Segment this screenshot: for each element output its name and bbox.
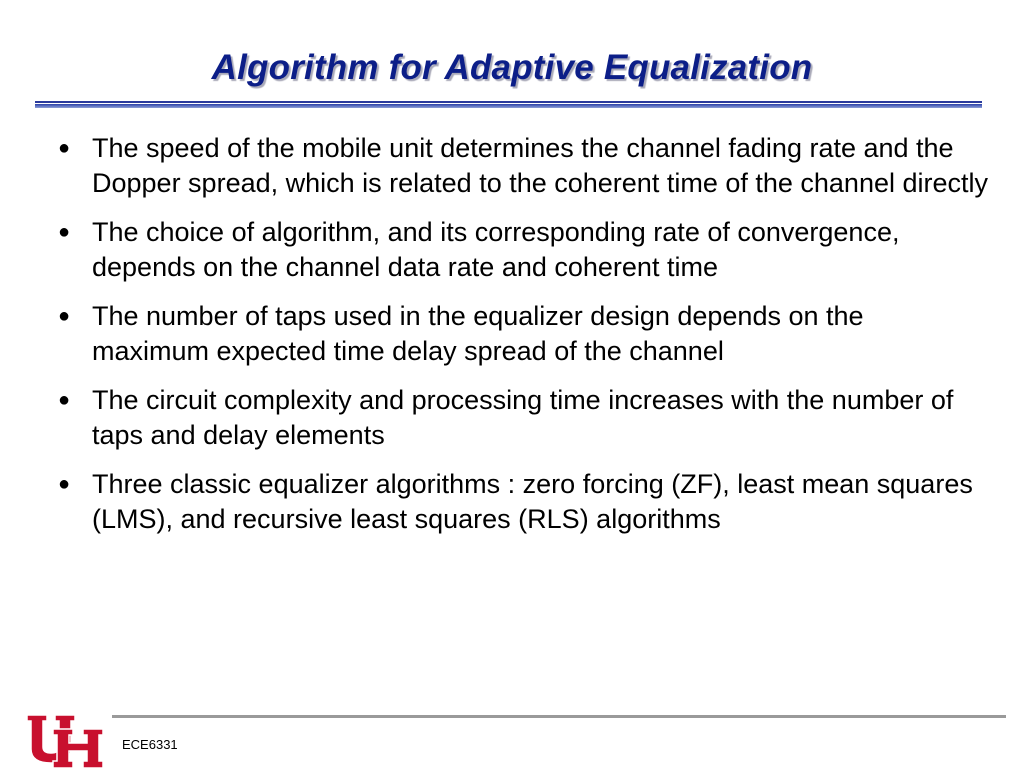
bullet-dot-icon: ● — [58, 473, 71, 495]
bullet-list — [58, 131, 988, 551]
bullet-item — [58, 467, 988, 537]
bullet-text: The circuit complexity and processing time increases with the number of taps and delay elements — [92, 385, 954, 450]
slide-title: Algorithm for Adaptive Equalization — [211, 48, 813, 87]
bullet-item — [58, 215, 988, 285]
uh-interlocking-logo-icon — [25, 713, 103, 768]
title-underline-thin — [35, 101, 982, 103]
title-underline-thick — [35, 104, 982, 108]
footer-divider — [112, 715, 1006, 718]
bullet-text: The speed of the mobile unit determines the channel fading rate and the Dopper spread, which is related to the coherent time of the channel directly — [92, 133, 988, 198]
footer-course-label: ECE6331 — [122, 737, 178, 752]
bullet-dot-icon: ● — [58, 305, 71, 327]
bullet-text: The choice of algorithm, and its corresponding rate of convergence, depends on the channel data rate and coherent time — [92, 217, 900, 282]
bullet-text: The number of taps used in the equalizer design depends on the maximum expected time delay spread of the channel — [92, 301, 864, 366]
bullet-dot-icon: ● — [58, 221, 71, 243]
logo-letter-h — [53, 729, 103, 768]
bullet-text: Three classic equalizer algorithms : zero forcing (ZF), least mean squares (LMS), and recursive least squares (RLS) algorithms — [92, 469, 973, 534]
bullet-item — [58, 383, 988, 453]
bullet-item — [58, 131, 988, 201]
bullet-dot-icon: ● — [58, 389, 71, 411]
title-underline — [35, 101, 982, 109]
bullet-item — [58, 299, 988, 369]
bullet-dot-icon: ● — [58, 137, 71, 159]
